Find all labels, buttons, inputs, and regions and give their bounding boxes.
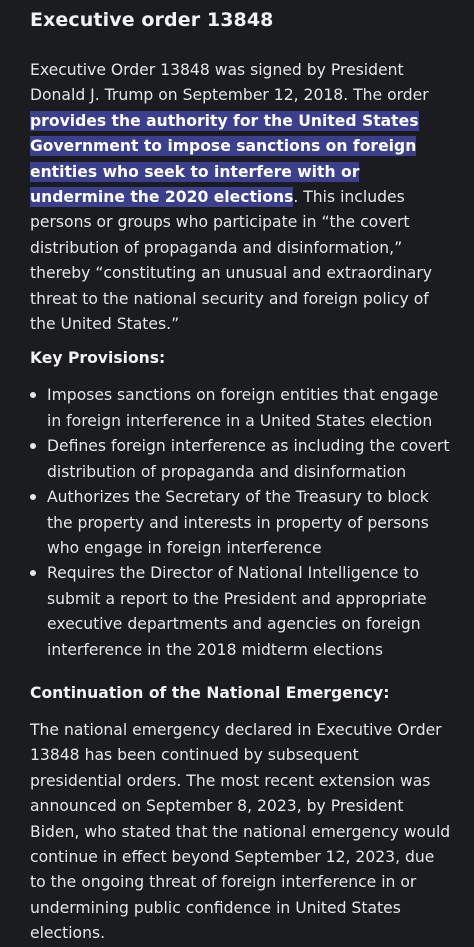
- list-item: [30, 434, 452, 485]
- national-emergency-heading: Continuation of the National Emergency:: [30, 683, 390, 702]
- page-title: Executive order 13848: [30, 9, 274, 31]
- highlighted-text[interactable]: provides the authority for the United States Government to impose sanctions on foreign entities who seek to interfere with or undermine the 2020 elections: [30, 111, 419, 207]
- national-emergency-paragraph: The national emergency declared in Executive Order 13848 has been continued by subsequent presidential orders. The most recent extension was announced on September 8, 2023, by President Biden, who stated that the national emergency would continue in effect beyond September 12, 2023, due to the ongoing threat of foreign interference in or undermining public confidence in United States elections.: [30, 720, 451, 943]
- bullet-icon: [30, 494, 36, 500]
- intro-text-before: Executive Order 13848 was signed by President Donald J. Trump on September 12, 2018. The order: [30, 61, 429, 105]
- list-item-text: Authorizes the Secretary of the Treasury to block the property and interests in property of persons who engage in foreign interference: [47, 488, 429, 557]
- list-item-text: Defines foreign interference as including the covert distribution of propaganda and disinformation: [47, 437, 450, 481]
- bullet-icon: [30, 392, 36, 398]
- key-provisions-heading: Key Provisions:: [30, 349, 166, 368]
- intro-paragraph: [30, 58, 452, 337]
- list-item: [30, 561, 452, 663]
- bullet-icon: [30, 443, 36, 449]
- list-item: [30, 383, 452, 434]
- list-item: [30, 485, 452, 561]
- provisions-list: [30, 383, 452, 662]
- bullet-icon: [30, 570, 36, 576]
- list-item-text: Requires the Director of National Intelligence to submit a report to the President and appropriate executive departments and agencies on foreign interference in the 2018 midterm elections: [47, 564, 427, 659]
- intro-text-after: . This includes persons or groups who participate in “the covert distribution of propaganda and disinformation,” thereby “constituting an unusual and extraordinary threat to the national security and foreign policy of the United States.”: [30, 188, 432, 334]
- list-item-text: Imposes sanctions on foreign entities that engage in foreign interference in a United States election: [47, 386, 439, 430]
